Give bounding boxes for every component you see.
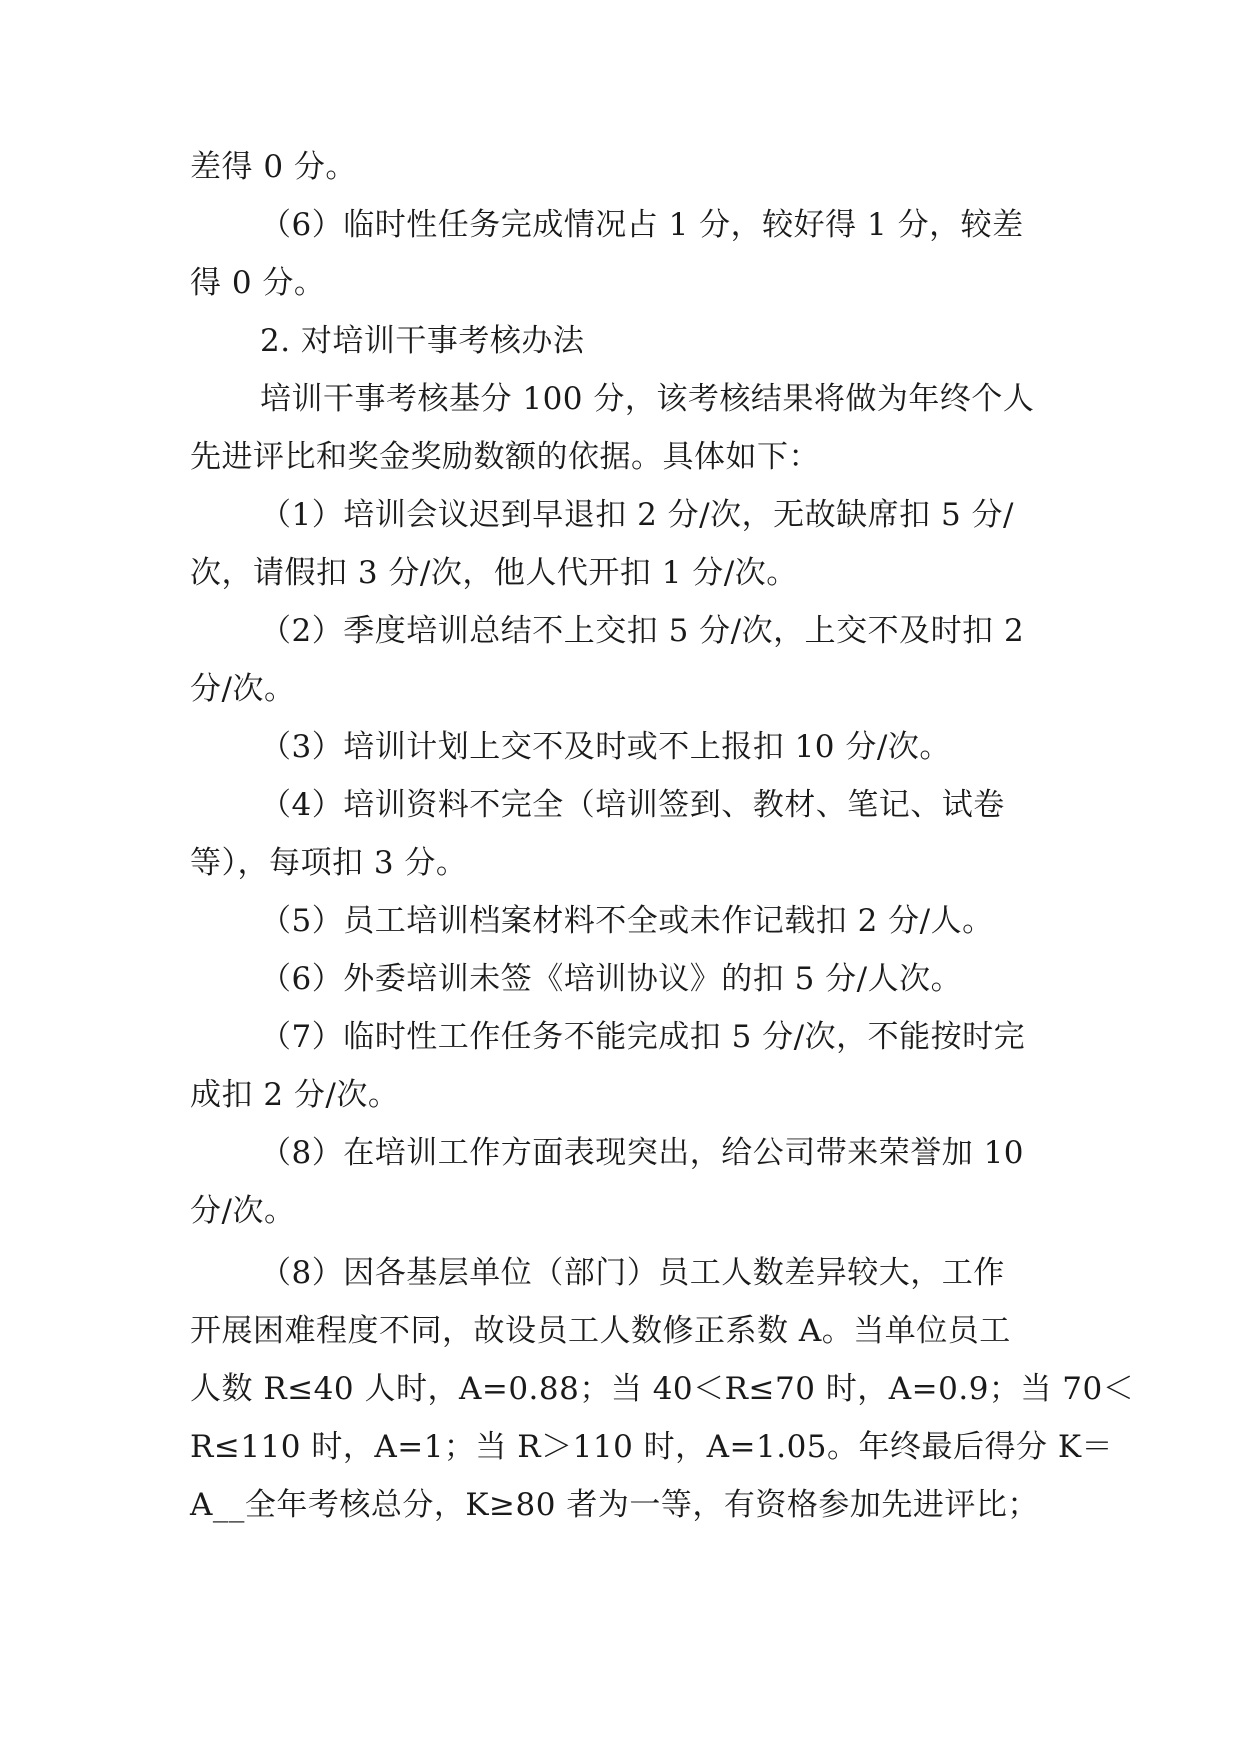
text-line: （8）在培训工作方面表现突出，给公司带来荣誉加 10 (260, 1135, 1025, 1171)
text-line: 开展困难程度不同，故设员工人数修正系数 A。当单位员工 (190, 1313, 1011, 1349)
text-line: 分/次。 (190, 1193, 296, 1229)
text-line: 等），每项扣 3 分。 (190, 845, 468, 881)
section-heading: 2. 对培训干事考核办法 (260, 323, 585, 359)
text-line: （2）季度培训总结不上交扣 5 分/次，上交不及时扣 2 (260, 613, 1025, 649)
text-line: 人数 R≤40 人时，A=0.88；当 40＜R≤70 时，A=0.9；当 70＜ (190, 1371, 1135, 1407)
text-line: （3）培训计划上交不及时或不上报扣 10 分/次。 (260, 729, 951, 765)
text-line: A__全年考核总分，K≥80 者为一等，有资格参加先进评比； (190, 1487, 1039, 1523)
text-line: （6）外委培训未签《培训协议》的扣 5 分/人次。 (260, 961, 963, 997)
text-line: 次，请假扣 3 分/次，他人代开扣 1 分/次。 (190, 555, 798, 591)
text-line: （5）员工培训档案材料不全或未作记载扣 2 分/人。 (260, 903, 994, 939)
text-line: （7）临时性工作任务不能完成扣 5 分/次，不能按时完 (260, 1019, 1026, 1055)
text-line: 培训干事考核基分 100 分，该考核结果将做为年终个人 (260, 381, 1035, 417)
text-line: （6）临时性任务完成情况占 1 分，较好得 1 分，较差 (260, 207, 1024, 243)
text-line: 差得 0 分。 (190, 149, 357, 185)
text-line: 得 0 分。 (190, 265, 326, 301)
text-line: 分/次。 (190, 671, 296, 707)
text-line: R≤110 时，A=1；当 R＞110 时，A=1.05。年终最后得分 K＝ (190, 1429, 1114, 1465)
text-line: （4）培训资料不完全（培训签到、教材、笔记、试卷 (260, 787, 1005, 823)
text-line: 成扣 2 分/次。 (190, 1077, 400, 1113)
text-line: 先进评比和奖金奖励数额的依据。具体如下： (190, 439, 820, 475)
text-line: （8）因各基层单位（部门）员工人数差异较大，工作 (260, 1255, 1005, 1291)
text-line: （1）培训会议迟到早退扣 2 分/次，无故缺席扣 5 分/ (260, 497, 1014, 533)
